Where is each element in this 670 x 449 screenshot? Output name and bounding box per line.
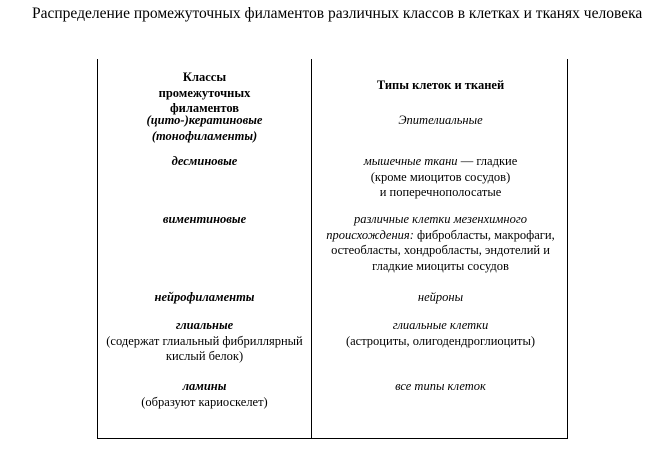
cells-glial-note: (астроциты, олигодендроглиоциты) <box>345 333 536 348</box>
class-glial: глиальные <box>175 318 234 332</box>
class-desmin: десминовые <box>171 154 238 168</box>
header-cell-types: Типы клеток и тканей <box>376 78 505 92</box>
cells-glial: глиальные клетки <box>392 318 489 332</box>
cells-muscle <box>312 154 569 201</box>
table-caption: Распределение промежуточных филаментов различных классов в клетках и тканях человека <box>32 5 643 22</box>
cells-mesenchymal <box>312 212 569 274</box>
cells-mesenchymal-rest: фибробласты, макрофаги, остеобласты, хондробласты, эндотелий и гладкие миоциты сосудов <box>331 227 555 273</box>
cells-mesenchymal-italic: различные клетки мезенхимного происхождения: <box>326 212 527 242</box>
cells-muscle-line2: (кроме миоцитов сосудов) <box>370 169 511 184</box>
header-classes: Классы промежуточных филаментов <box>158 70 251 115</box>
class-lamin-note: (образуют кариоскелет) <box>141 394 268 409</box>
cells-neurons: нейроны <box>417 290 464 304</box>
class-glial-note: (содержат глиальный фибриллярный кислый белок) <box>106 333 303 363</box>
cells-all-types: все типы клеток <box>395 379 486 393</box>
class-lamin: ламины <box>182 379 227 393</box>
cells-muscle-line3: и поперечнополосатые <box>379 185 502 199</box>
class-glial-block <box>98 318 311 365</box>
cells-muscle-rest: — гладкие <box>457 154 518 168</box>
class-lamin-block <box>98 379 311 410</box>
class-keratin: (цито-)кератиновые (тонофиламенты) <box>146 113 263 143</box>
cells-muscle-italic: мышечные ткани <box>363 154 458 168</box>
filament-table <box>97 59 568 439</box>
cells-glial-block <box>312 318 569 349</box>
cells-epithelial: Эпителиальные <box>398 113 483 127</box>
class-neurofilament: нейрофиламенты <box>154 290 255 304</box>
class-vimentin: виментиновые <box>162 212 247 226</box>
